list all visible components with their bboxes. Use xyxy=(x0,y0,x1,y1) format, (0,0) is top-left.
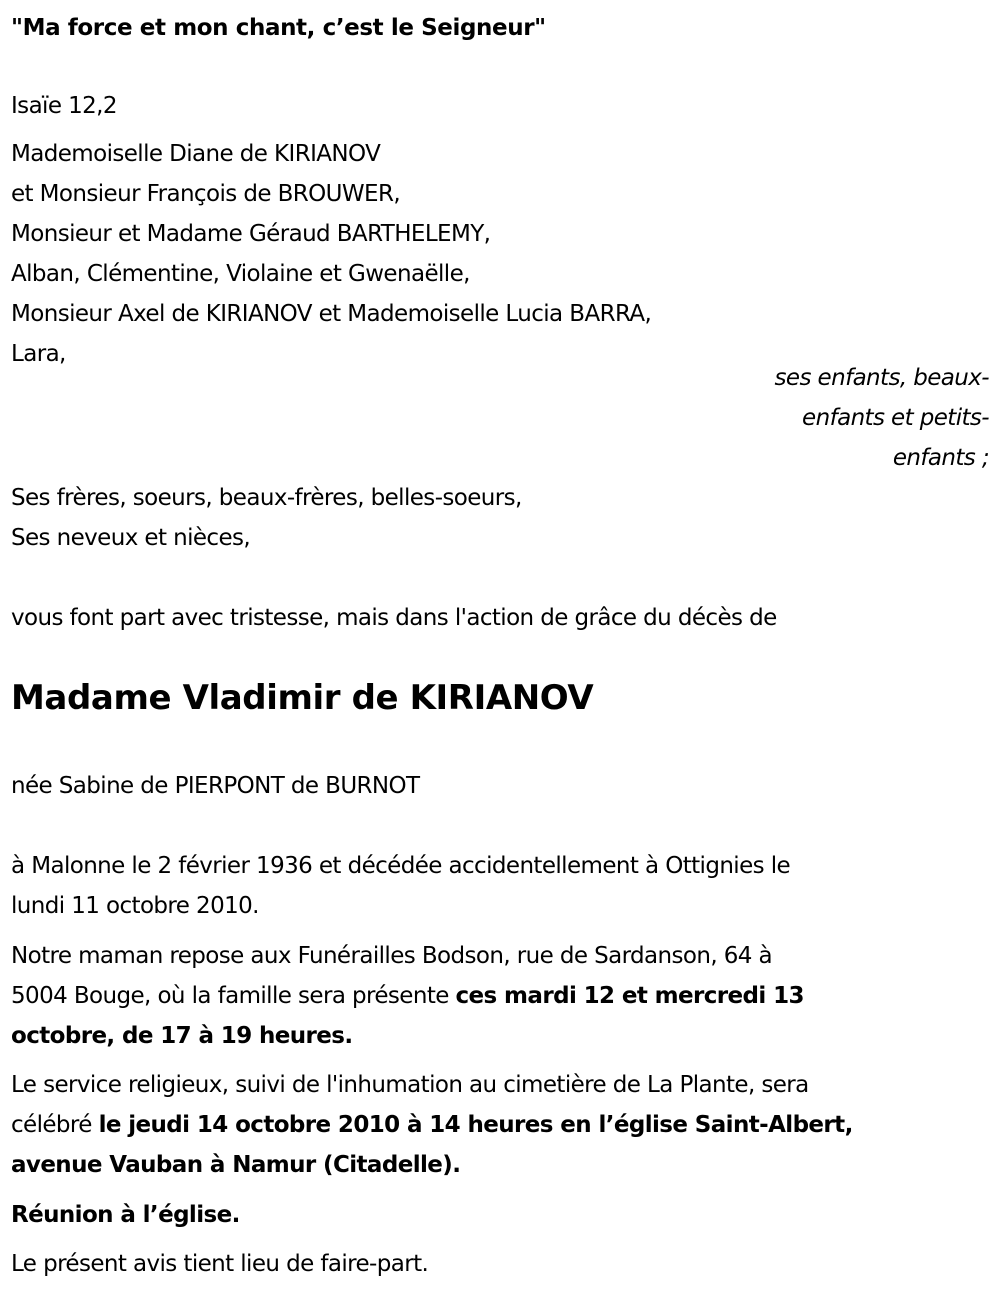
service-date-place: le jeudi 14 octobre 2010 à 14 heures en l’église Saint-Albert, xyxy=(98,1112,853,1138)
family-line: Monsieur et Madame Géraud BARTHELEMY, xyxy=(11,221,491,247)
family-line: et Monsieur François de BROUWER, xyxy=(11,181,401,207)
paragraph-line: Notre maman repose aux Funérailles Bodson, rue de Sardanson, 64 à xyxy=(11,943,773,969)
service-intro-text: célébré xyxy=(11,1112,99,1138)
paragraph-line: à Malonne le 2 février 1936 et décédée accidentellement à Ottignies le xyxy=(11,853,791,879)
family-line: Monsieur Axel de KIRIANOV et Mademoiselle Lucia BARRA, xyxy=(11,301,652,327)
paragraph-line xyxy=(11,976,971,1016)
service-paragraph xyxy=(11,1065,971,1185)
family-list xyxy=(11,134,651,374)
family-line: Mademoiselle Diane de KIRIANOV xyxy=(11,141,381,167)
deceased-born-name: née Sabine de PIERPONT de BURNOT xyxy=(11,773,420,799)
visitation-paragraph xyxy=(11,936,971,1056)
announcement-text: vous font part avec tristesse, mais dans l'action de grâce du décès de xyxy=(11,605,777,631)
relation-line: enfants ; xyxy=(892,445,989,471)
deceased-name: Madame Vladimir de KIRIANOV xyxy=(11,678,594,718)
paragraph-line: lundi 11 octobre 2010. xyxy=(11,893,259,919)
paragraph-line xyxy=(11,1105,971,1145)
family-line: Lara, xyxy=(11,341,66,367)
paragraph-line xyxy=(11,1016,971,1056)
meeting-note: Réunion à l’église. xyxy=(11,1202,240,1228)
relation-line: enfants et petits- xyxy=(802,405,989,431)
family-relation xyxy=(775,358,989,478)
visitation-dates: ces mardi 12 et mercredi 13 xyxy=(455,983,804,1009)
epigraph-reference: Isaïe 12,2 xyxy=(11,93,117,119)
visitation-hours: octobre, de 17 à 19 heures. xyxy=(11,1023,353,1049)
family-line: Alban, Clémentine, Violaine et Gwenaëlle, xyxy=(11,261,470,287)
closing-note: Le présent avis tient lieu de faire-part. xyxy=(11,1251,429,1277)
paragraph-line xyxy=(11,1145,971,1185)
extended-family-list xyxy=(11,478,522,558)
epigraph-quote: "Ma force et mon chant, c’est le Seigneur" xyxy=(11,15,546,41)
service-address: avenue Vauban à Namur (Citadelle). xyxy=(11,1152,461,1178)
extended-family-line: Ses neveux et nièces, xyxy=(11,525,251,551)
paragraph-line: Le service religieux, suivi de l'inhumation au cimetière de La Plante, sera xyxy=(11,1072,809,1098)
visitation-location-text: 5004 Bouge, où la famille sera présente xyxy=(11,983,456,1009)
extended-family-line: Ses frères, soeurs, beaux-frères, belles-soeurs, xyxy=(11,485,522,511)
birth-death-paragraph xyxy=(11,846,971,926)
relation-line: ses enfants, beaux- xyxy=(774,365,989,391)
